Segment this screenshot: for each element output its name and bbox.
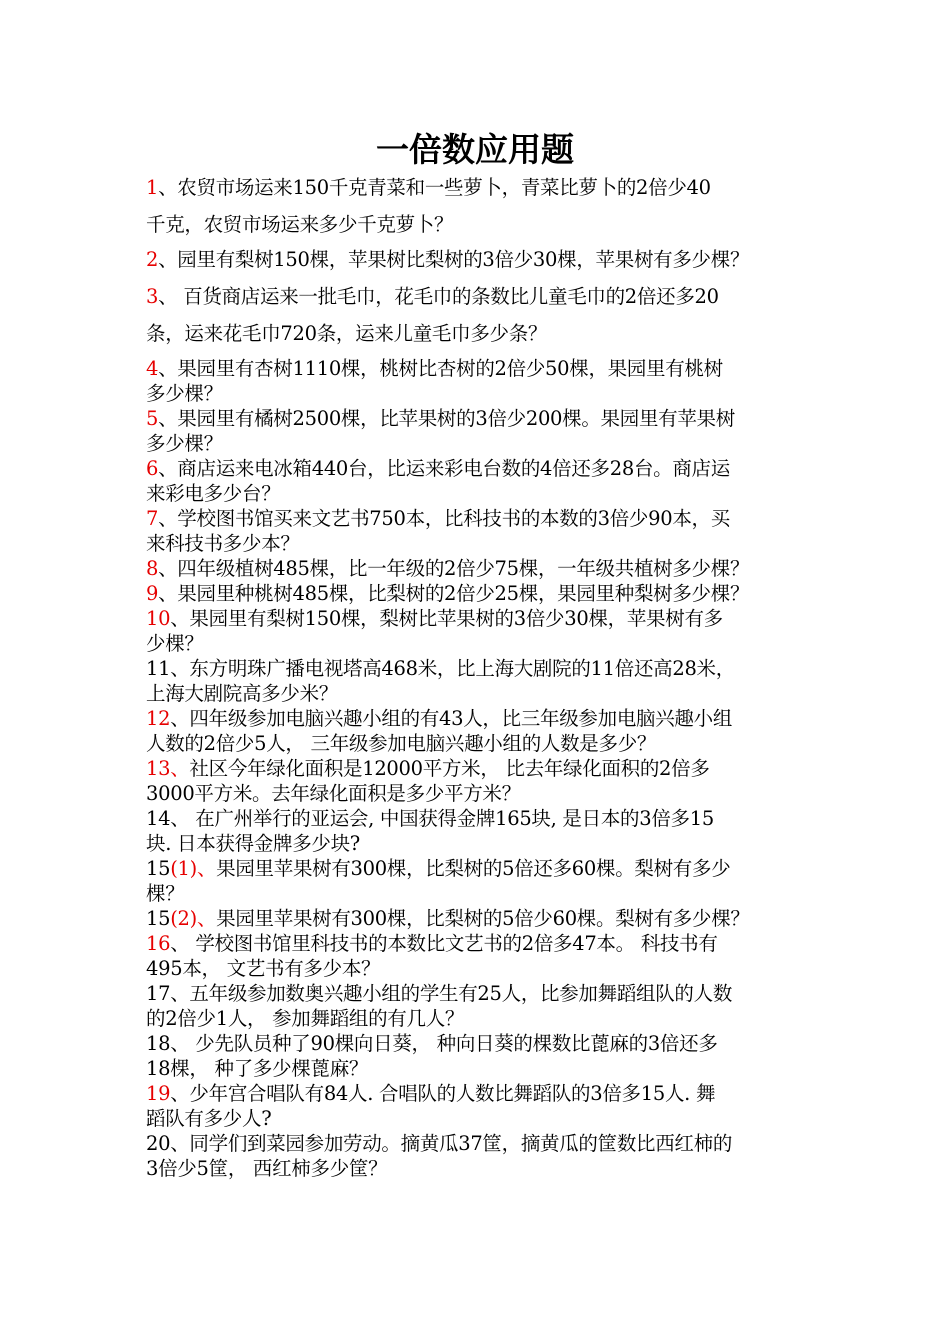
question-sub-number: (1)、 (170, 857, 217, 880)
question-text: 果园里苹果树有300棵，比梨树的5倍少60棵。梨树有多少棵？ (216, 907, 750, 930)
question-number: 19 (146, 1082, 171, 1105)
question-number: 16 (146, 932, 171, 955)
question-number: 12 (146, 707, 171, 730)
question-line (146, 278, 836, 315)
question-line (146, 606, 836, 631)
question-19 (146, 1081, 836, 1131)
question-line (146, 241, 836, 278)
question-15-1 (146, 856, 836, 906)
question-text: 、四年级参加电脑兴趣小组的有43人，比三年级参加电脑兴趣小组 (170, 707, 733, 730)
question-14 (146, 806, 836, 856)
question-text: 、农贸市场运来150千克青菜和一些萝卜，青菜比萝卜的2倍少40 (158, 176, 711, 199)
question-text: 蹈队有多少人? (146, 1107, 272, 1130)
question-line (146, 169, 836, 206)
question-text: 来彩电多少台？ (146, 482, 281, 505)
question-number: 10 (146, 607, 171, 630)
question-text: 20、同学们到菜园参加劳动。摘黄瓜37筐，摘黄瓜的筐数比西红柿的 (146, 1132, 733, 1155)
question-number: 13、 (146, 757, 190, 780)
question-8 (146, 556, 836, 581)
question-line (146, 706, 836, 731)
question-10 (146, 606, 836, 656)
question-line (146, 856, 836, 881)
question-number: 8 (146, 557, 159, 580)
question-number: 3 (146, 285, 159, 308)
question-text: 来科技书多少本？ (146, 532, 300, 555)
question-text: 果园里苹果树有300棵，比梨树的5倍还多60棵。梨树有多少 (216, 857, 731, 880)
question-18 (146, 1031, 836, 1081)
question-line (146, 506, 836, 531)
question-line (146, 1081, 836, 1106)
question-text: 14、 在广州举行的亚运会, 中国获得金牌165块, 是日本的3倍多15 (146, 807, 714, 830)
question-text: 、少年宫合唱队有84人. 合唱队的人数比舞蹈队的3倍多15人. 舞 (170, 1082, 716, 1105)
question-text: 的2倍少1人， 参加舞蹈组的有几人？ (146, 1007, 465, 1030)
question-line (146, 556, 836, 581)
question-number: 1 (146, 176, 159, 199)
question-text: 多少棵？ (146, 382, 223, 405)
question-text: 11、东方明珠广播电视塔高468米，比上海大剧院的11倍还高28米， (146, 657, 735, 680)
question-line (146, 456, 836, 481)
question-number: 5 (146, 407, 159, 430)
question-5 (146, 406, 836, 456)
question-text: 块. 日本获得金牌多少块? (146, 832, 360, 855)
question-text: 条，运来花毛巾720条，运来儿童毛巾多少条？ (146, 322, 548, 345)
question-4 (146, 356, 836, 406)
question-sub-number: (2)、 (170, 907, 217, 930)
question-number: 9 (146, 582, 159, 605)
question-text: 千克，农贸市场运来多少千克萝卜？ (146, 213, 454, 236)
question-text: 18棵， 种了多少棵蓖麻？ (146, 1057, 369, 1080)
question-line (146, 906, 836, 931)
question-12 (146, 706, 836, 756)
question-number: 7 (146, 507, 159, 530)
question-text: 人数的2倍少5人， 三年级参加电脑兴趣小组的人数是多少？ (146, 732, 657, 755)
question-text: 多少棵？ (146, 432, 223, 455)
question-text: 、四年级植树485棵，比一年级的2倍少75棵，一年级共植树多少棵？ (158, 557, 750, 580)
question-text: 上海大剧院高多少米？ (146, 682, 339, 705)
question-2 (146, 241, 836, 278)
question-3 (146, 278, 836, 352)
question-text: 棵？ (146, 882, 185, 905)
question-1 (146, 169, 836, 243)
question-text: 、 学校图书馆里科技书的本数比文艺书的2倍多47本。 科技书有 (170, 932, 718, 955)
question-text: 、果园里有杏树1110棵，桃树比杏树的2倍少50棵，果园里有桃树 (158, 357, 723, 380)
question-line (146, 756, 836, 781)
question-line (146, 356, 836, 381)
question-text: 17、五年级参加数奥兴趣小组的学生有25人，比参加舞蹈组队的人数 (146, 982, 733, 1005)
question-text: 、学校图书馆买来文艺书750本，比科技书的本数的3倍少90本，买 (158, 507, 730, 530)
question-6 (146, 456, 836, 506)
question-number: 6 (146, 457, 159, 480)
question-text: 、果园里种桃树485棵，比梨树的2倍少25棵，果园里种梨树多少棵？ (158, 582, 750, 605)
question-line (146, 581, 836, 606)
question-15-2 (146, 906, 836, 931)
question-16 (146, 931, 836, 981)
question-9 (146, 581, 836, 606)
question-line (146, 406, 836, 431)
question-text: 、果园里有梨树150棵，梨树比苹果树的3倍少30棵，苹果树有多 (170, 607, 723, 630)
question-text: 3倍少5筐， 西红柿多少筐？ (146, 1157, 388, 1180)
question-7 (146, 506, 836, 556)
question-20 (146, 1131, 836, 1181)
question-text: 少棵？ (146, 632, 204, 655)
question-text: 、 百货商店运来一批毛巾，花毛巾的条数比儿童毛巾的2倍还多20 (158, 285, 719, 308)
question-13 (146, 756, 836, 806)
question-number: 15 (146, 857, 171, 880)
question-text: 495本， 文艺书有多少本？ (146, 957, 381, 980)
question-text: 、果园里有橘树2500棵，比苹果树的3倍少200棵。果园里有苹果树 (158, 407, 735, 430)
question-11 (146, 656, 836, 706)
question-line (146, 931, 836, 956)
question-text: 3000平方米。去年绿化面积是多少平方米？ (146, 782, 521, 805)
question-text: 、园里有梨树150棵，苹果树比梨树的3倍少30棵，苹果树有多少棵？ (158, 248, 750, 271)
question-number: 4 (146, 357, 159, 380)
question-number: 2 (146, 248, 159, 271)
page-title: 一倍数应用题 (376, 130, 574, 169)
question-text: 社区今年绿化面积是12000平方米， 比去年绿化面积的2倍多 (189, 757, 710, 780)
question-text: 、商店运来电冰箱440台，比运来彩电台数的4倍还多28台。商店运 (158, 457, 730, 480)
question-number: 15 (146, 907, 171, 930)
question-text: 18、 少先队员种了90棵向日葵， 种向日葵的棵数比蓖麻的3倍还多 (146, 1032, 718, 1055)
question-17 (146, 981, 836, 1031)
